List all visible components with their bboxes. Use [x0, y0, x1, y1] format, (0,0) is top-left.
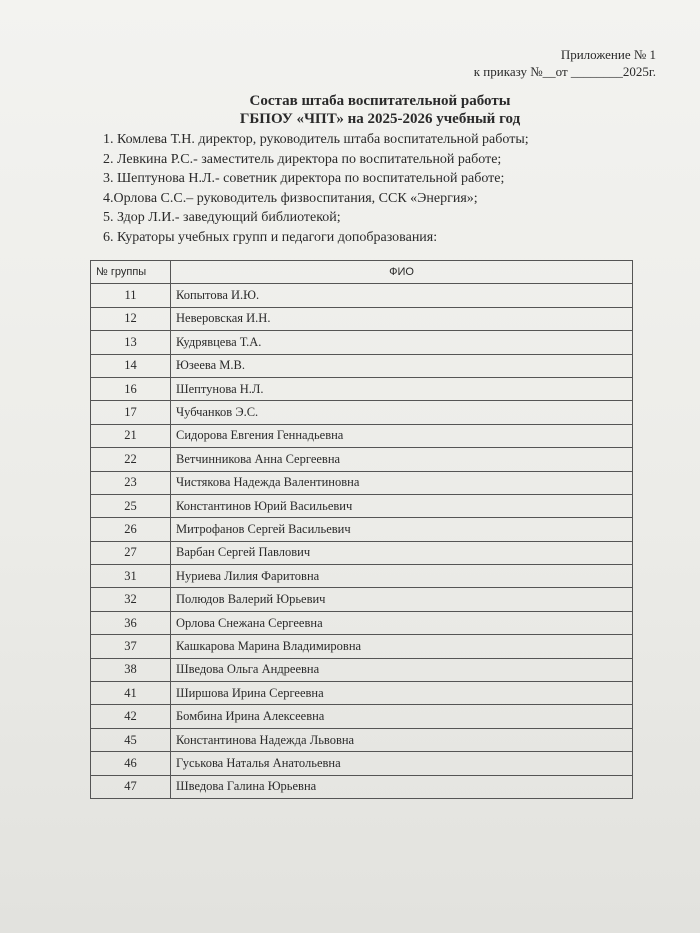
group-number: 27	[91, 541, 171, 564]
curator-name: Шведова Галина Юрьевна	[171, 775, 633, 798]
table-row	[91, 401, 633, 424]
table-row	[91, 518, 633, 541]
column-header-group: № группы	[91, 261, 171, 284]
table-row	[91, 728, 633, 751]
group-number: 36	[91, 611, 171, 634]
group-number: 46	[91, 752, 171, 775]
order-reference: к приказу №__от ________2025г.	[473, 64, 656, 79]
group-number: 42	[91, 705, 171, 728]
curator-name: Полюдов Валерий Юрьевич	[171, 588, 633, 611]
curator-name: Кашкарова Марина Владимировна	[171, 635, 633, 658]
group-number: 13	[91, 331, 171, 354]
table-row	[91, 635, 633, 658]
title-line-2: ГБПОУ «ЧПТ» на 2025-2026 учебный год	[239, 111, 521, 127]
curators-table	[90, 260, 633, 799]
group-number: 47	[91, 775, 171, 798]
group-number: 21	[91, 424, 171, 447]
group-number: 37	[91, 635, 171, 658]
table-row	[91, 424, 633, 447]
group-number: 41	[91, 682, 171, 705]
curator-name: Ширшова Ирина Сергеевна	[171, 682, 633, 705]
group-number: 38	[91, 658, 171, 681]
table-row	[91, 331, 633, 354]
curator-name: Сидорова Евгения Геннадьевна	[171, 424, 633, 447]
group-number: 17	[91, 401, 171, 424]
list-item: 1. Комлева Т.Н. директор, руководитель штаба воспитательной работы;	[103, 132, 529, 147]
table-row	[91, 611, 633, 634]
table-row	[91, 541, 633, 564]
table-row	[91, 494, 633, 517]
curator-name: Варбан Сергей Павлович	[171, 541, 633, 564]
group-number: 26	[91, 518, 171, 541]
curator-name: Константинов Юрий Васильевич	[171, 494, 633, 517]
curator-name: Орлова Снежана Сергеевна	[171, 611, 633, 634]
table-row	[91, 377, 633, 400]
group-number: 32	[91, 588, 171, 611]
table-row	[91, 658, 633, 681]
table-body	[91, 284, 633, 799]
curator-name: Нуриева Лилия Фаритовна	[171, 565, 633, 588]
group-number: 45	[91, 728, 171, 751]
list-item: 5. Здор Л.И.- заведующий библиотекой;	[103, 210, 341, 225]
curator-name: Гуськова Наталья Анатольевна	[171, 752, 633, 775]
curator-name: Ветчинникова Анна Сергеевна	[171, 448, 633, 471]
table-row	[91, 588, 633, 611]
table-row	[91, 284, 633, 307]
curator-name: Чистякова Надежда Валентиновна	[171, 471, 633, 494]
group-number: 25	[91, 494, 171, 517]
column-header-name: ФИО	[171, 261, 633, 284]
staff-list	[103, 130, 529, 247]
table-row	[91, 565, 633, 588]
table-row	[91, 307, 633, 330]
curator-name: Копытова И.Ю.	[171, 284, 633, 307]
list-item: 6. Кураторы учебных групп и педагоги допобразования:	[103, 229, 438, 245]
group-number: 14	[91, 354, 171, 377]
curator-name: Кудрявцева Т.А.	[171, 331, 633, 354]
table-header-row	[91, 261, 633, 284]
curator-name: Бомбина Ирина Алексеевна	[171, 705, 633, 728]
list-item: 4.Орлова С.С.– руководитель физвоспитания, ССК «Энергия»;	[103, 190, 478, 206]
document-title	[0, 92, 700, 128]
group-number: 11	[91, 284, 171, 307]
table-row	[91, 682, 633, 705]
table-row	[91, 705, 633, 728]
appendix-number: Приложение № 1	[560, 47, 656, 62]
curator-name: Константинова Надежда Львовна	[171, 728, 633, 751]
list-item: 2. Левкина Р.С.- заместитель директора по воспитательной работе;	[103, 151, 502, 167]
title-line-1: Состав штаба воспитательной работы	[249, 93, 511, 109]
curator-name: Чубчанков Э.С.	[171, 401, 633, 424]
table-row	[91, 448, 633, 471]
group-number: 22	[91, 448, 171, 471]
list-item: 3. Шептунова Н.Л.- советник директора по воспитательной работе;	[103, 171, 505, 186]
group-number: 23	[91, 471, 171, 494]
table-row	[91, 471, 633, 494]
group-number: 12	[91, 307, 171, 330]
table-row	[91, 752, 633, 775]
group-number: 16	[91, 377, 171, 400]
group-number: 31	[91, 565, 171, 588]
curator-name: Шведова Ольга Андреевна	[171, 658, 633, 681]
table-row	[91, 775, 633, 798]
curator-name: Шептунова Н.Л.	[171, 377, 633, 400]
curator-name: Юзеева М.В.	[171, 354, 633, 377]
curator-name: Неверовская И.Н.	[171, 307, 633, 330]
table-row	[91, 354, 633, 377]
curator-name: Митрофанов Сергей Васильевич	[171, 518, 633, 541]
appendix-header	[474, 46, 656, 80]
